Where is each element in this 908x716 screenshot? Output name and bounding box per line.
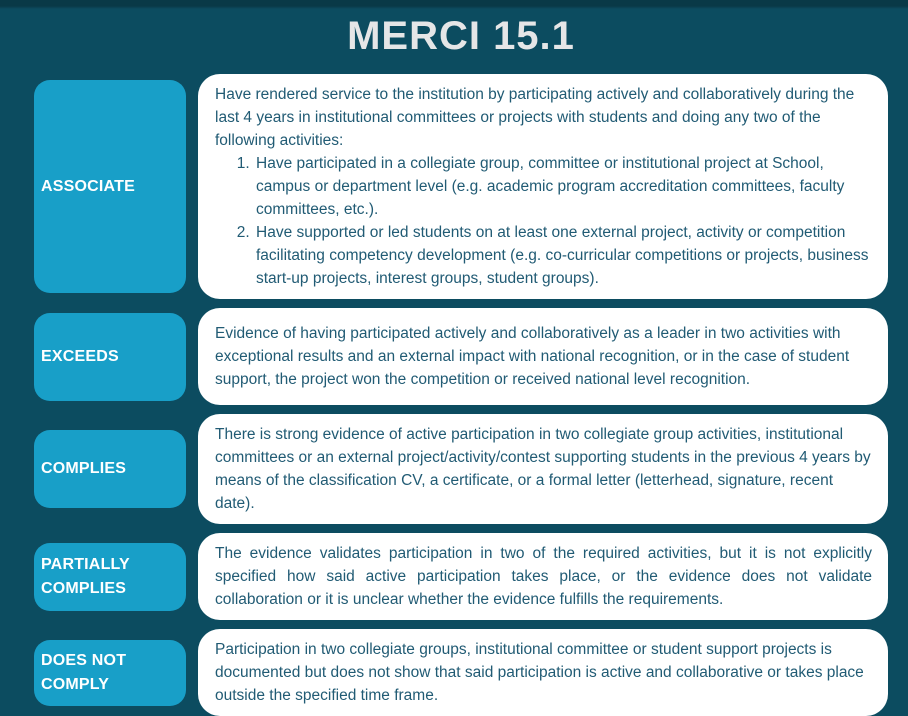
level-badge-label: COMPLIES <box>41 460 127 478</box>
criteria-activity-list <box>215 152 872 290</box>
rubric-row-partially-complies <box>34 533 888 620</box>
level-badge-associate <box>34 80 186 293</box>
criteria-text: The evidence validates participation in two of the required activities, but it is not explicitly specified how said active participation takes place, or the evidence does not validate collaboration or it is unclear whether the evidence fulfills the requirements. <box>215 545 872 608</box>
level-badge-partially-complies <box>34 543 186 611</box>
criteria-text: There is strong evidence of active participation in two collegiate group activities, institutional committees or an external project/activity/contest supporting students in the previous 4 years by means of the classification CV, a certificate, or a formal letter (letterhead, signature, recent date). <box>215 426 871 512</box>
criteria-card-partially-complies <box>198 533 888 620</box>
level-badge-exceeds <box>34 313 186 401</box>
criteria-activity-item: 2. Have supported or led students on at least one external project, activity or competition facilitating competency development (e.g. co-curricular competitions or projects, business start-up projects, interest groups, student groups). <box>254 221 872 290</box>
criteria-card-complies <box>198 414 888 524</box>
rubric-row-complies <box>34 414 888 524</box>
criteria-intro: Have rendered service to the institution by participating actively and collaboratively during the last 4 years in institutional committees or projects with students and doing any two of the following activities: <box>215 86 855 149</box>
rubric-row-does-not-comply <box>34 629 888 716</box>
rubric-row-associate <box>34 74 888 299</box>
level-badge-complies <box>34 430 186 508</box>
level-badge-label: ASSOCIATE <box>41 177 135 195</box>
level-badge-label: EXCEEDS <box>41 347 119 365</box>
criteria-text: Participation in two collegiate groups, institutional committee or student support projects is documented but does not show that said participation is active and collaborative or takes place outside the specified time frame. <box>215 641 864 704</box>
page-title: MERCI 15.1 <box>347 14 575 58</box>
criteria-card-does-not-comply <box>198 629 888 716</box>
criteria-activity-item: 1. Have participated in a collegiate group, committee or institutional project at School, campus or department level (e.g. academic program accreditation committees, faculty committees, etc.). <box>254 152 872 221</box>
level-badge-label: DOES NOT COMPLY <box>41 652 127 693</box>
criteria-card-associate <box>198 74 888 299</box>
rubric-row-exceeds <box>34 308 888 405</box>
criteria-card-exceeds <box>198 308 888 405</box>
level-badge-label: PARTIALLY COMPLIES <box>41 556 130 597</box>
criteria-text: Evidence of having participated actively and collaboratively as a leader in two activities with exceptional results and an external impact with national recognition, or in the case of student support, the project won the competition or received national level recognition. <box>215 325 850 388</box>
